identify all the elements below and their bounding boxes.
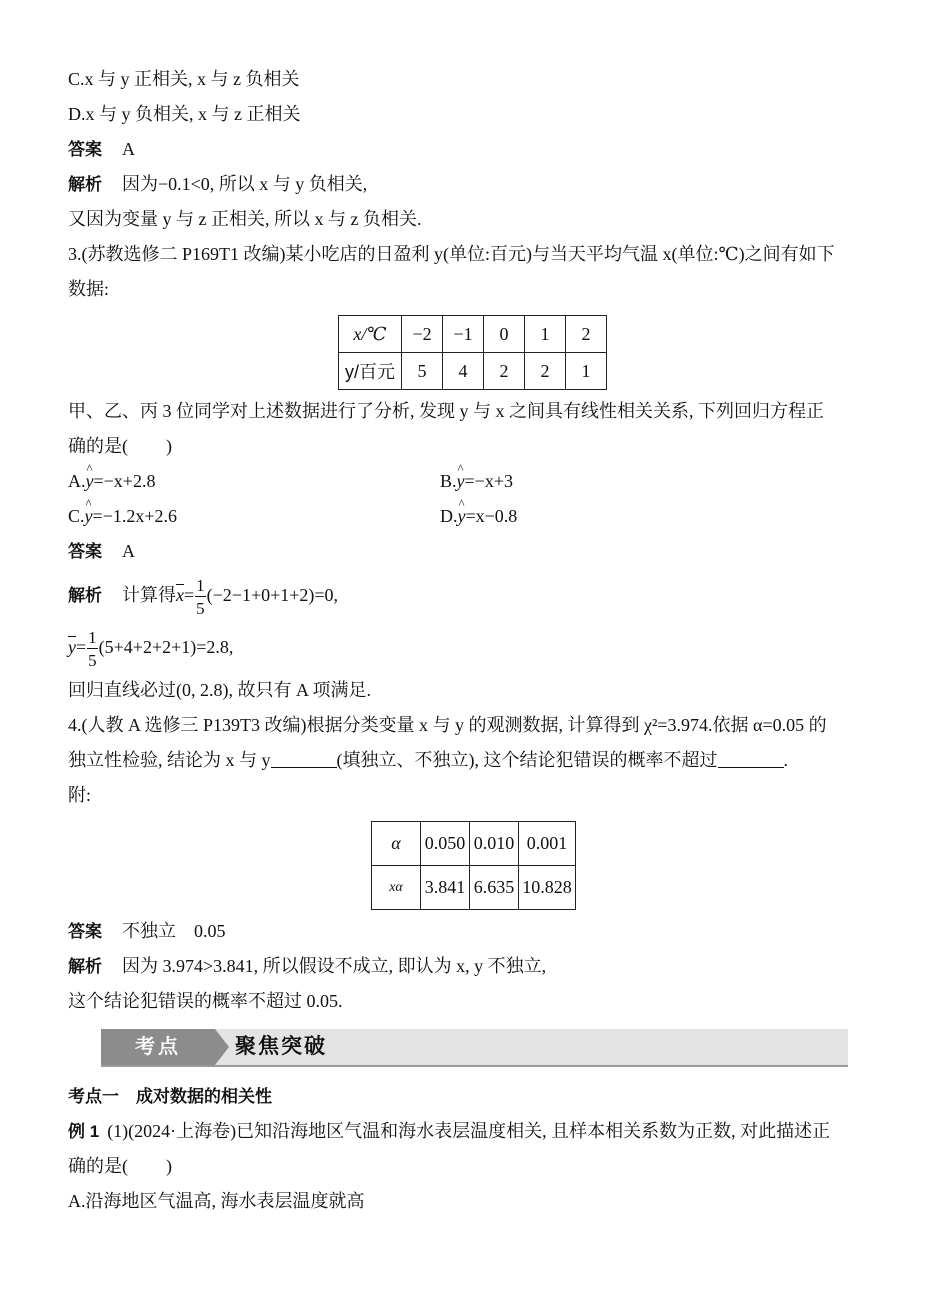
question-text: 确的是( (68, 436, 128, 456)
table-cell: 2 (525, 353, 566, 390)
table-cell: −2 (402, 316, 443, 353)
analysis-label: 解析 (68, 957, 102, 976)
analysis-text: 因为−0.1<0, 所以 x 与 y 负相关, (122, 174, 368, 194)
answer-value: A (122, 541, 135, 561)
table-cell: −1 (443, 316, 484, 353)
q3-conclusion: 回归直线必过(0, 2.8), 故只有 A 项满足. (68, 680, 371, 700)
answer-label: 答案 (68, 542, 102, 561)
table-cell: 0.001 (519, 822, 576, 866)
example-label: 例 1 (68, 1122, 100, 1141)
q3-analysis-calc1: 解析 计算得$\overline{x}=$ $\frac{1}{5}$ (−2−1+0+1+2)=0, (68, 575, 339, 618)
answer-value: 不独立 0.05 (122, 921, 226, 941)
q4-stem-line1: 4.(人教 A 选修三 P139T3 改编)根据分类变量 x 与 y 的观测数据, 计算得到 χ²=3.974.依据 α=0.05 的 (68, 715, 827, 735)
q3-stem-line1: 3.(苏教选修二 P169T1 改编)某小吃店的日盈利 y(单位:百元)与当天平均气温 x(单位:℃)之间有如下 (68, 244, 835, 264)
q3-para-line2 (68, 429, 888, 464)
q2-option-c: C.x 与 y 正相关, x 与 z 负相关 (68, 69, 300, 89)
option-a: A.^ y=−x+2.8 (68, 471, 155, 491)
q3-analysis-calc2: $\overline{y}=$ $\frac{1}{5}$ (5+4+2+2+1)=2.8, (68, 627, 234, 670)
table-cell: 0.050 (421, 822, 470, 866)
q2-analysis (68, 167, 888, 202)
table-cell: 6.635 (470, 866, 519, 910)
table-header-cell: α (372, 822, 421, 866)
option-c: C.^ y=−1.2x+2.6 (68, 506, 177, 526)
answer-label: 答案 (68, 140, 102, 159)
option-b: B.^ y=−x+3 (440, 464, 513, 499)
fill-blank (271, 747, 337, 768)
example-line1 (68, 1114, 888, 1149)
table-cell: 3.841 (421, 866, 470, 910)
table-row (372, 822, 576, 866)
fill-blank (718, 747, 784, 768)
x-bar: $\overline{x}$ (176, 585, 184, 605)
document-page (68, 62, 888, 1219)
q3-options-ab (68, 464, 888, 499)
q3-options-cd (68, 499, 888, 534)
q3-answer (68, 534, 888, 569)
answer-label: 答案 (68, 922, 102, 941)
table-row (339, 353, 607, 390)
table-row (339, 316, 607, 353)
table-cell: 1 (566, 353, 607, 390)
q4-analysis-line2: 这个结论犯错误的概率不超过 0.05. (68, 991, 343, 1011)
q2-option-d: D.x 与 y 负相关, x 与 z 正相关 (68, 104, 301, 124)
analysis-label: 解析 (68, 586, 102, 605)
option-d: D.^ y=x−0.8 (440, 499, 517, 534)
table-cell: 5 (402, 353, 443, 390)
section-banner (101, 1029, 848, 1069)
banner-tag: 考点 (101, 1029, 215, 1065)
q4-stem-line2: 独立性检验, 结论为 x 与 y (填独立、不独立), 这个结论犯错误的概率不超过 . (68, 743, 888, 778)
paren-close: ) (166, 436, 172, 456)
q3-para-line1: 甲、乙、丙 3 位同学对上述数据进行了分析, 发现 y 与 x 之间具有线性相关关系, 下列回归方程正 (68, 401, 824, 421)
q4-analysis (68, 949, 888, 984)
example-text: (1)(2024·上海卷)已知沿海地区气温和海水表层温度相关, 且样本相关系数为正数, 对此描述正 (107, 1121, 831, 1141)
table-cell: 4 (443, 353, 484, 390)
q3-data-table (338, 315, 607, 390)
banner-title: 聚焦突破 (235, 1035, 327, 1058)
table-cell: 0 (484, 316, 525, 353)
q3-stem-line2: 数据: (68, 279, 110, 299)
q4-answer (68, 914, 888, 949)
answer-value: A (122, 139, 135, 159)
table-cell: 0.010 (470, 822, 519, 866)
q2-answer (68, 132, 888, 167)
example-option-a: A.沿海地区气温高, 海水表层温度就高 (68, 1191, 365, 1211)
table-cell: 10.828 (519, 866, 576, 910)
example-line2: 确的是( ) (68, 1156, 172, 1176)
table-cell: 2 (484, 353, 525, 390)
table-cell: 2 (566, 316, 607, 353)
table-header-cell: y/百元 (339, 353, 402, 390)
table-header-cell: xα (372, 866, 421, 910)
q4-appendix: 附: (68, 785, 92, 805)
q4-critical-value-table (371, 821, 576, 910)
y-bar: $\overline{y}$ (68, 637, 76, 657)
table-cell: 1 (525, 316, 566, 353)
table-header-cell: x/℃ (339, 316, 402, 353)
analysis-label: 解析 (68, 175, 102, 194)
section-heading: 考点一 成对数据的相关性 (68, 1087, 272, 1106)
table-row (372, 866, 576, 910)
fraction: $\frac{1}{5}$ (196, 575, 205, 618)
q2-analysis-line2: 又因为变量 y 与 z 正相关, 所以 x 与 z 负相关. (68, 209, 422, 229)
analysis-text: 因为 3.974>3.841, 所以假设不成立, 即认为 x, y 不独立, (122, 956, 547, 976)
fraction: $\frac{1}{5}$ (88, 627, 97, 670)
